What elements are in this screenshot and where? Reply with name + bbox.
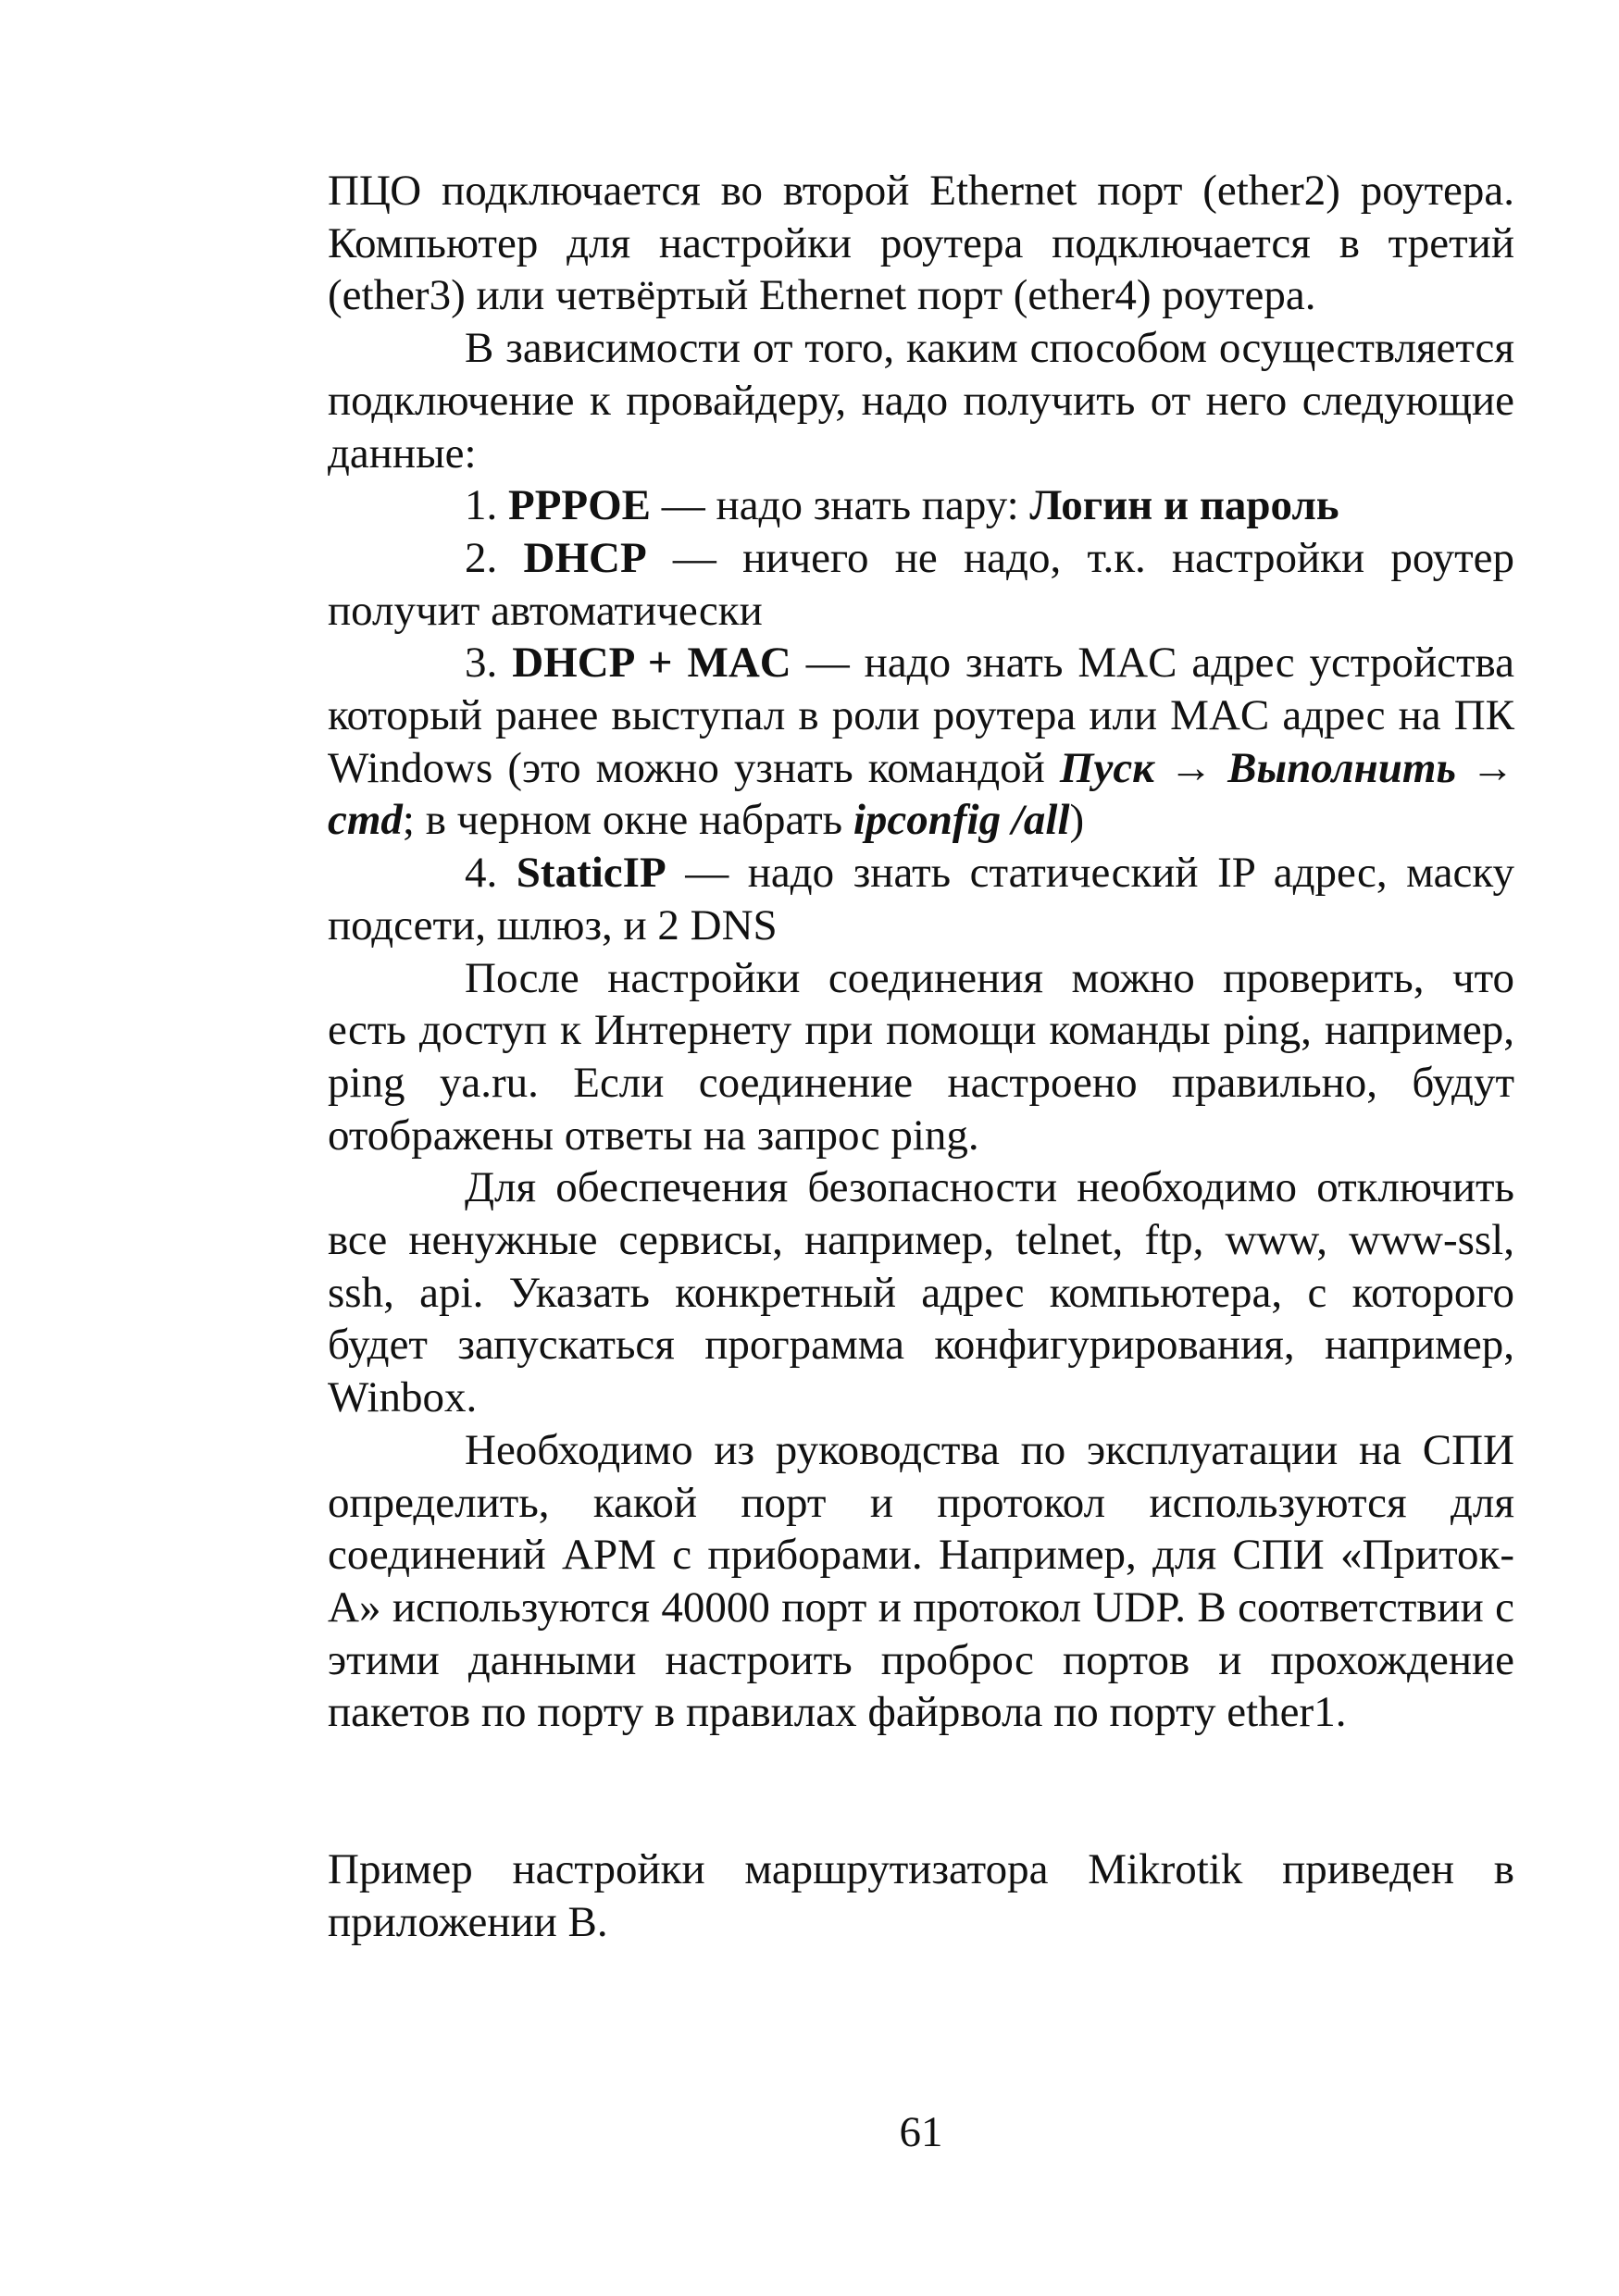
- list-text: — надо знать пару:: [651, 481, 1030, 530]
- list-text: — надо знать статический IP адрес, маску подсети, шлюз, и 2 DNS: [328, 849, 1514, 949]
- list-text: — надо знать MAC адрес устройства который ранее выступал в роли роутера или MAC адрес на ПК Windows (это можно узнать командой: [328, 639, 1514, 792]
- command-run-cmd: Пуск → Выполнить → cmd: [328, 743, 1515, 845]
- paragraph-provider-data: В зависимости от того, каким способом осуществляется подключение к провайдеру, надо получить от него следующие данные:: [328, 324, 1514, 478]
- list-item-dhcp-mac: [328, 637, 1514, 847]
- list-number: 2.: [465, 533, 498, 582]
- list-term: DHCP + MAC: [512, 639, 791, 688]
- list-text: ): [1069, 796, 1085, 845]
- list-item-static-ip: [328, 847, 1514, 951]
- paragraph-mikrotik-example: Пример настройки маршрутизатора Mikrotik приведен в приложении В.: [328, 1845, 1514, 1946]
- paragraph-security: Для обеспечения безопасности необходимо отключить все ненужные сервисы, например, telnet, ftp, www, www-ssl, ssh, api. Указать конкретный адрес компьютера, с которого будет запускаться программа конфигурирования, например, Winbox.: [328, 1163, 1514, 1422]
- paragraph-port-forwarding: Необходимо из руководства по эксплуатации на СПИ определить, какой порт и протокол используются для соединений АРМ с приборами. Например, для СПИ «Приток-А» используются 40000 порт и протокол UDP. В соответствии с этими данными настроить проброс портов и прохождение пакетов по порту в правилах файрвола по порту ether1.: [328, 1425, 1514, 1737]
- list-text: ; в черном окне набрать: [402, 796, 853, 845]
- list-term: StaticIP: [516, 849, 666, 898]
- list-emphasis: Логин и пароль: [1029, 481, 1339, 530]
- paragraph-pco-connection: ПЦО подключается во второй Ethernet порт (ether2) роутера. Компьютер для настройки роутера подключается в третий (ether3) или четвёртый Ethernet порт (ether4) роутера.: [328, 167, 1514, 320]
- list-term: PPPOE: [508, 481, 652, 530]
- list-number: 3.: [465, 639, 498, 688]
- list-number: 4.: [465, 849, 498, 898]
- command-ipconfig: ipconfig /all: [853, 796, 1070, 845]
- page-number: 61: [899, 2108, 943, 2156]
- list-text: — ничего не надо, т.к. настройки роутер получит автоматически: [328, 533, 1515, 635]
- paragraph-ping-check: После настройки соединения можно проверить, что есть доступ к Интернету при помощи команды ping, например, ping ya.ru. Если соединение настроено правильно, будут отображены ответы на запрос ping.: [328, 953, 1514, 1160]
- list-number: 1.: [465, 481, 498, 530]
- list-item-dhcp: [328, 532, 1514, 637]
- list-item-pppoe: [328, 479, 1514, 532]
- list-term: DHCP: [523, 533, 647, 582]
- page-body: [328, 165, 1514, 1949]
